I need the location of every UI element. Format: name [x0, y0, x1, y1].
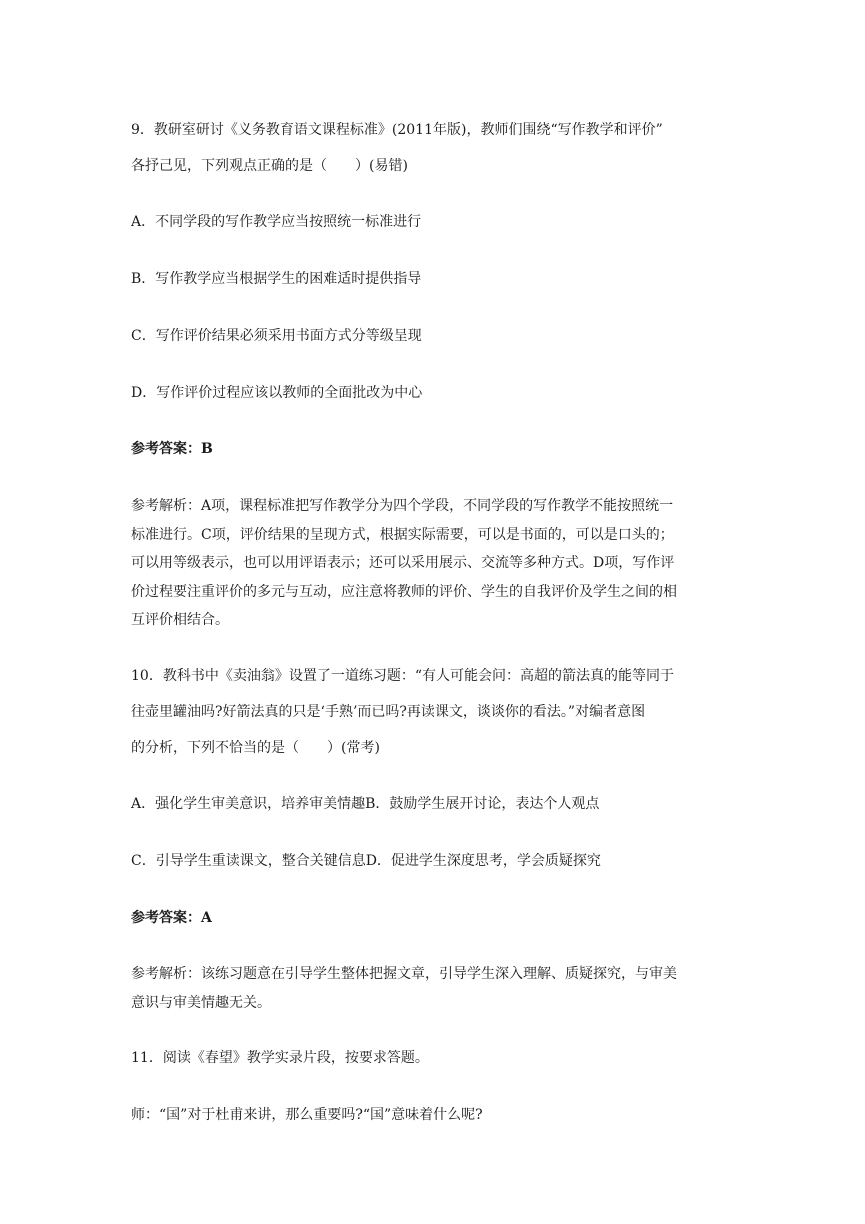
- q9-option-b: B．写作教学应当根据学生的困难适时提供指导: [131, 271, 422, 287]
- q9-option-a: A．不同学段的写作教学应当按照统一标准进行: [131, 214, 422, 230]
- q9-analysis-line-4: 价过程要注重评价的多元与互动，应注意将教师的评价、学生的自我评价及学生之间的相: [131, 584, 677, 600]
- q10-analysis-line-2: 意识与审美情趣无关。: [131, 995, 271, 1011]
- q10-stem-line-2: 往壶里罐油吗?好箭法真的只是‘手熟’而已吗?再读课文，谈谈你的看法。”对编者意图: [131, 704, 646, 720]
- q10-stem-line-3: 的分析，下列不恰当的是（ ）(常考): [131, 740, 380, 756]
- q10-options-row-1: A．强化学生审美意识，培养审美情趣B．鼓励学生展开讨论，表达个人观点: [131, 796, 600, 812]
- q9-analysis-line-3: 可以用等级表示，也可以用评语表示；还可以采用展示、交流等多种方式。D项，写作评: [131, 555, 675, 571]
- q9-analysis-line-5: 互评价相结合。: [131, 612, 229, 628]
- q9-analysis-line-1: 参考解析：A项，课程标准把写作教学分为四个学段，不同学段的写作教学不能按照统一: [131, 498, 674, 514]
- q10-stem-line-1: 10．教科书中《卖油翁》设置了一道练习题：“有人可能会问：高超的箭法真的能等同于: [131, 668, 674, 684]
- q10-options-row-2: C．引导学生重读课文，整合关键信息D．促进学生深度思考，学会质疑探究: [131, 853, 601, 869]
- q9-analysis-line-2: 标准进行。C项，评价结果的呈现方式，根据实际需要，可以是书面的，可以是口头的；: [131, 527, 674, 543]
- q10-answer: 参考答案：A: [131, 910, 212, 926]
- q11-dialogue: 师：“国”对于杜甫来讲，那么重要吗?“国”意味着什么呢?: [131, 1107, 483, 1123]
- q9-stem-line-1: 9．教研室研讨《义务教育语文课程标准》(2011年版)，教师们围绕“写作教学和评价”: [131, 122, 663, 138]
- q11-title: 11．阅读《春望》教学实录片段，按要求答题。: [131, 1050, 429, 1066]
- q10-analysis-line-1: 参考解析：该练习题意在引导学生整体把握文章，引导学生深入理解、质疑探究，与审美: [131, 966, 677, 982]
- q9-option-d: D．写作评价过程应该以教师的全面批改为中心: [131, 385, 423, 401]
- q9-stem-line-2: 各抒己见，下列观点正确的是（ ）(易错): [131, 158, 408, 174]
- q9-option-c: C．写作评价结果必须采用书面方式分等级呈现: [131, 328, 422, 344]
- q9-answer: 参考答案：B: [131, 441, 213, 457]
